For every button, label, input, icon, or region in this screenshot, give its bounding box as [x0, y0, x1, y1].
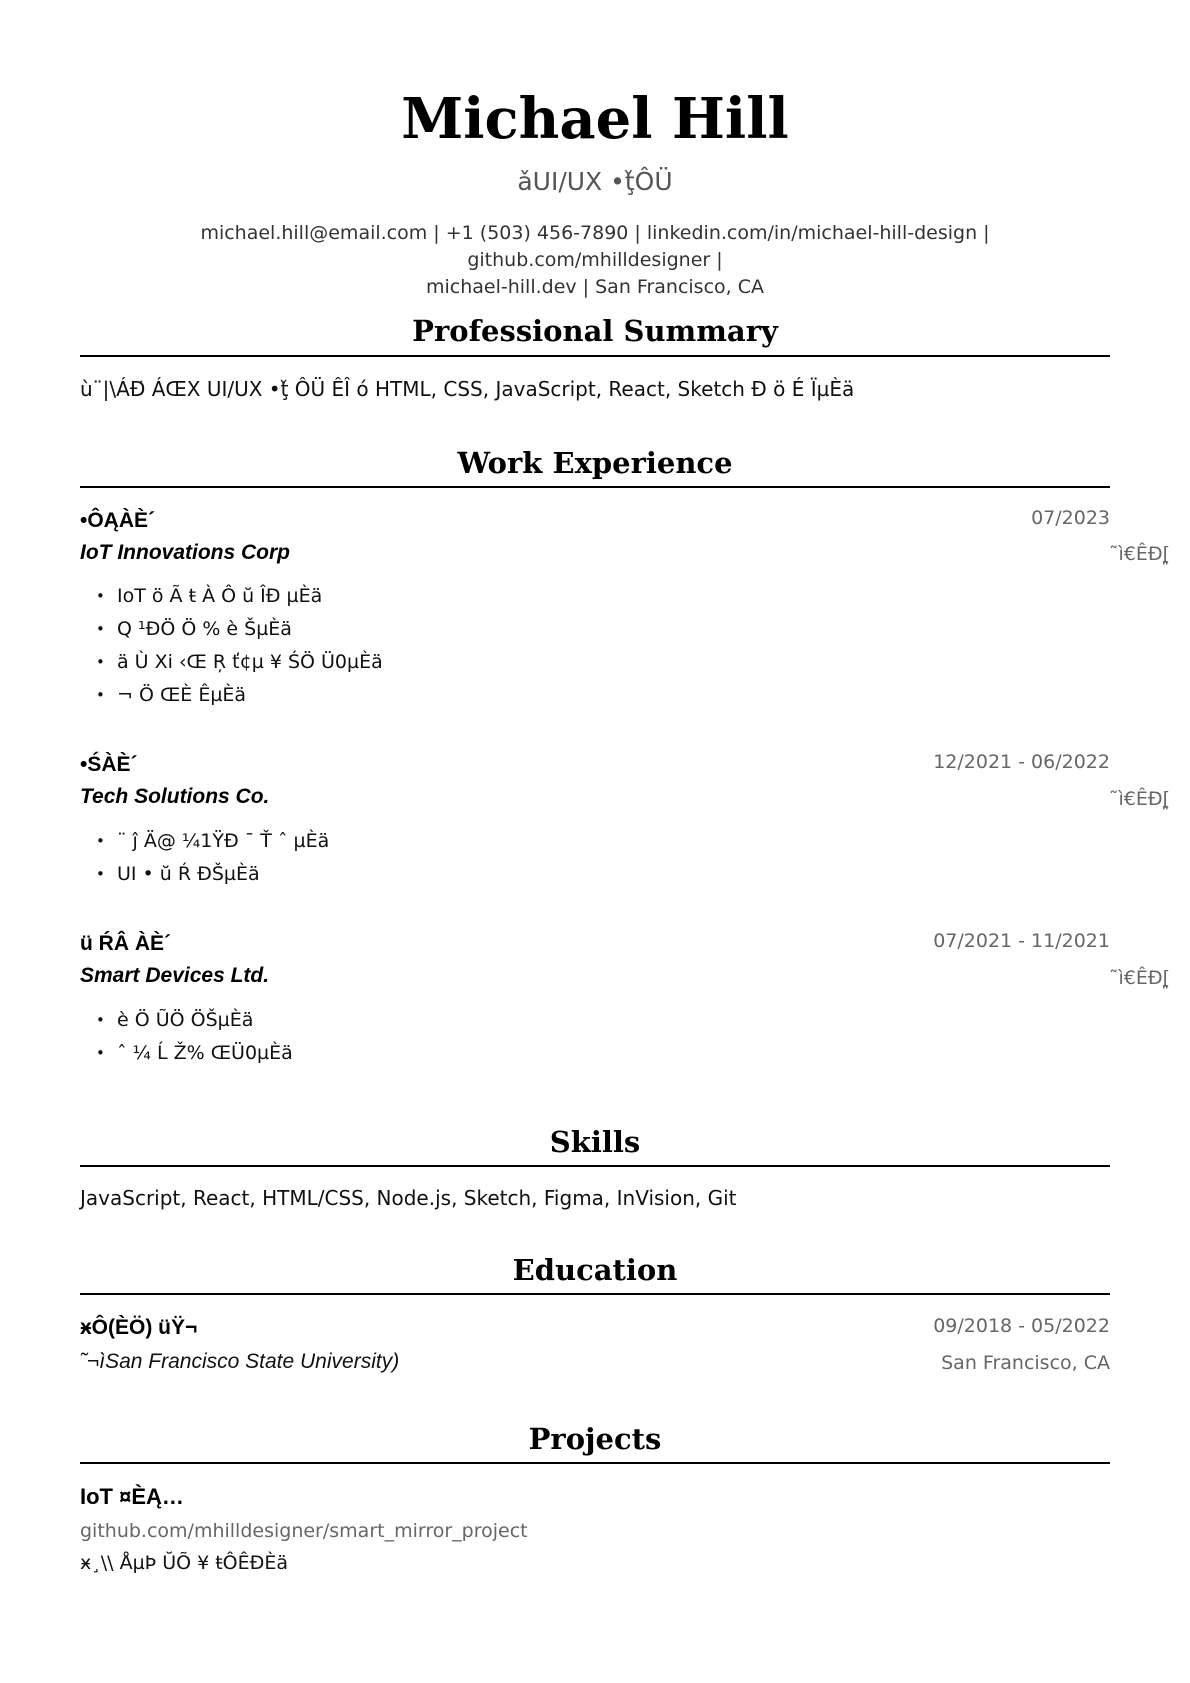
job-1-bullets [80, 580, 383, 712]
job-2-date: 12/2021 - 06/2022 [933, 751, 1110, 773]
skills-text: JavaScript, React, HTML/CSS, Node.js, Sketch, Figma, InVision, Git [80, 1186, 737, 1210]
list-item: • ä Ù Xi ‹Œ Ŗ ť¢µ ¥ ŚÖ Ü0µÈä [80, 646, 383, 679]
experience-heading: Work Experience [457, 446, 733, 480]
education-degree: ӿÔ(ÈÖ) üŸ¬ [80, 1316, 198, 1339]
job-2-location: ˜ì€ÊĐ[͈ [1108, 788, 1170, 810]
contact-line-1: michael.hill@email.com | +1 (503) 456-7890 | linkedin.com/in/michael-hill-design | github.com/mhilldesigner | [200, 222, 990, 271]
projects-heading: Projects [528, 1422, 662, 1456]
experience-divider [80, 486, 1110, 488]
job-2-title: •ŚÀÈ´ [80, 753, 138, 776]
list-item: • ¨ ĵ Ä@ ¼1ŸÐ ¯ Ť ˆ µÈä [80, 825, 329, 858]
summary-divider [80, 355, 1110, 357]
summary-text: ù¨|\ÁÐ́ ÁŒX UI/UX •ţ̌ ÔÜ ÊÎ ó HTML, CSS, JavaScript, React, Sketch Ð ö É ÏµÈä [80, 377, 855, 401]
project-description: ӿ¸\\ ÅµÞ ŬÕ ¥ ŧÔÊÐÈä [80, 1552, 289, 1574]
job-3-bullets [80, 1004, 293, 1070]
job-1-company: IoT Innovations Corp [80, 541, 290, 564]
education-location: San Francisco, CA [941, 1352, 1110, 1374]
list-item: • è Ö ŨÖ ÖŠµÈä [80, 1004, 293, 1037]
education-date: 09/2018 - 05/2022 [933, 1315, 1110, 1337]
summary-heading: Professional Summary [412, 314, 778, 348]
job-2-bullets [80, 825, 329, 891]
candidate-role: ǎUI/UX •ţ̌ÔÜ [517, 167, 673, 196]
job-2-company: Tech Solutions Co. [80, 785, 270, 808]
job-1-date: 07/2023 [1031, 507, 1110, 529]
education-heading: Education [512, 1253, 678, 1287]
job-3-location: ˜ì€ÊĐ[͈ [1108, 967, 1170, 989]
project-title: IoT ¤ÈĄ… [80, 1484, 184, 1509]
project-link[interactable]: github.com/mhilldesigner/smart_mirror_project [80, 1520, 528, 1542]
contact-line-2: michael-hill.dev | San Francisco, CA [425, 276, 764, 298]
list-item: • Q ¹ÐÖ Ö % è ŠµÈä [80, 613, 383, 646]
contact-info [80, 220, 1110, 301]
job-3-company: Smart Devices Ltd. [80, 964, 270, 987]
projects-divider [80, 1462, 1110, 1464]
list-item: • ¬ Ö ŒÈ ÊµÈä [80, 679, 383, 712]
education-school: ˜¬ìSan Francisco State University) [80, 1350, 400, 1373]
education-divider [80, 1293, 1110, 1295]
candidate-name: Michael Hill [401, 86, 789, 152]
list-item: • UI • ŭ Ŕ ÐŠµÈä [80, 858, 329, 891]
job-3-title: ü ŔÂ ÀÈ´ [80, 932, 171, 955]
skills-divider [80, 1165, 1110, 1167]
skills-heading: Skills [549, 1125, 641, 1159]
job-3-date: 07/2021 - 11/2021 [933, 930, 1110, 952]
job-1-location: ˜ì€ÊĐ[͈ [1108, 543, 1170, 565]
list-item: • ˆ ¼ Ĺ Ž% ŒÜ0µÈä [80, 1037, 293, 1070]
list-item: • IoT ö Ã ŧ À Ô ŭ ÎÐ µÈä [80, 580, 383, 613]
job-1-title: •ÔĄÀÈ´ [80, 509, 156, 532]
